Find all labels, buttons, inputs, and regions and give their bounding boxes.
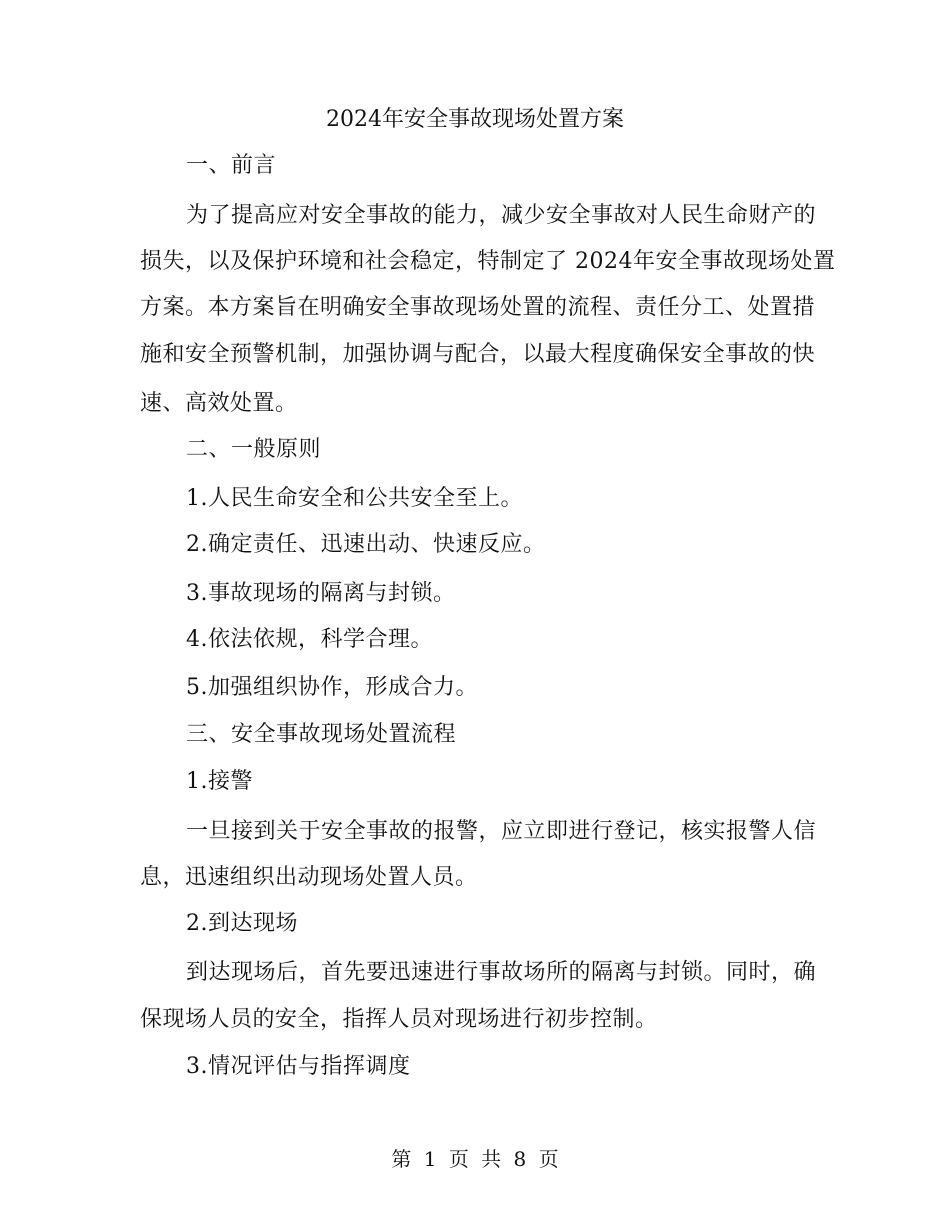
list-item: 3.事故现场的隔离与封锁。 — [186, 581, 456, 606]
list-item: 5.加强组织协作，形成合力。 — [186, 675, 478, 700]
document-title: 2024年安全事故现场处置方案 — [326, 107, 624, 132]
paragraph-line: 方案。本方案旨在明确安全事故现场处置的流程、责任分工、处置措 — [140, 295, 816, 320]
paragraph-line: 损失，以及保护环境和社会稳定，特制定了 2024年安全事故现场处置 — [140, 249, 836, 274]
paragraph-line: 保现场人员的安全，指挥人员对现场进行初步控制。 — [140, 1007, 658, 1032]
paragraph-line: 一旦接到关于安全事故的报警，应立即进行登记，核实报警人信 — [186, 819, 817, 844]
paragraph-line: 息，迅速组织出动现场处置人员。 — [140, 865, 478, 890]
list-item: 4.依法依规，科学合理。 — [186, 627, 433, 652]
list-item: 2.确定责任、迅速出动、快速反应。 — [186, 532, 546, 557]
section-heading-process: 三、安全事故现场处置流程 — [186, 722, 457, 747]
list-item: 1.人民生命安全和公共安全至上。 — [186, 486, 523, 511]
page-footer: 第 1 页 共 8 页 — [391, 1147, 559, 1171]
paragraph-line: 到达现场后，首先要迅速进行事故场所的隔离与封锁。同时，确 — [186, 960, 817, 985]
subsection-heading: 2.到达现场 — [186, 911, 298, 936]
paragraph-line: 速、高效处置。 — [140, 391, 298, 416]
section-heading-preface: 一、前言 — [186, 153, 277, 178]
subsection-heading: 1.接警 — [186, 769, 253, 794]
paragraph-line: 为了提高应对安全事故的能力，减少安全事故对人民生命财产的 — [186, 203, 817, 228]
subsection-heading: 3.情况评估与指挥调度 — [186, 1054, 411, 1079]
paragraph-line: 施和安全预警机制，加强协调与配合，以最大程度确保安全事故的快 — [140, 342, 816, 367]
section-heading-principles: 二、一般原则 — [186, 437, 322, 462]
